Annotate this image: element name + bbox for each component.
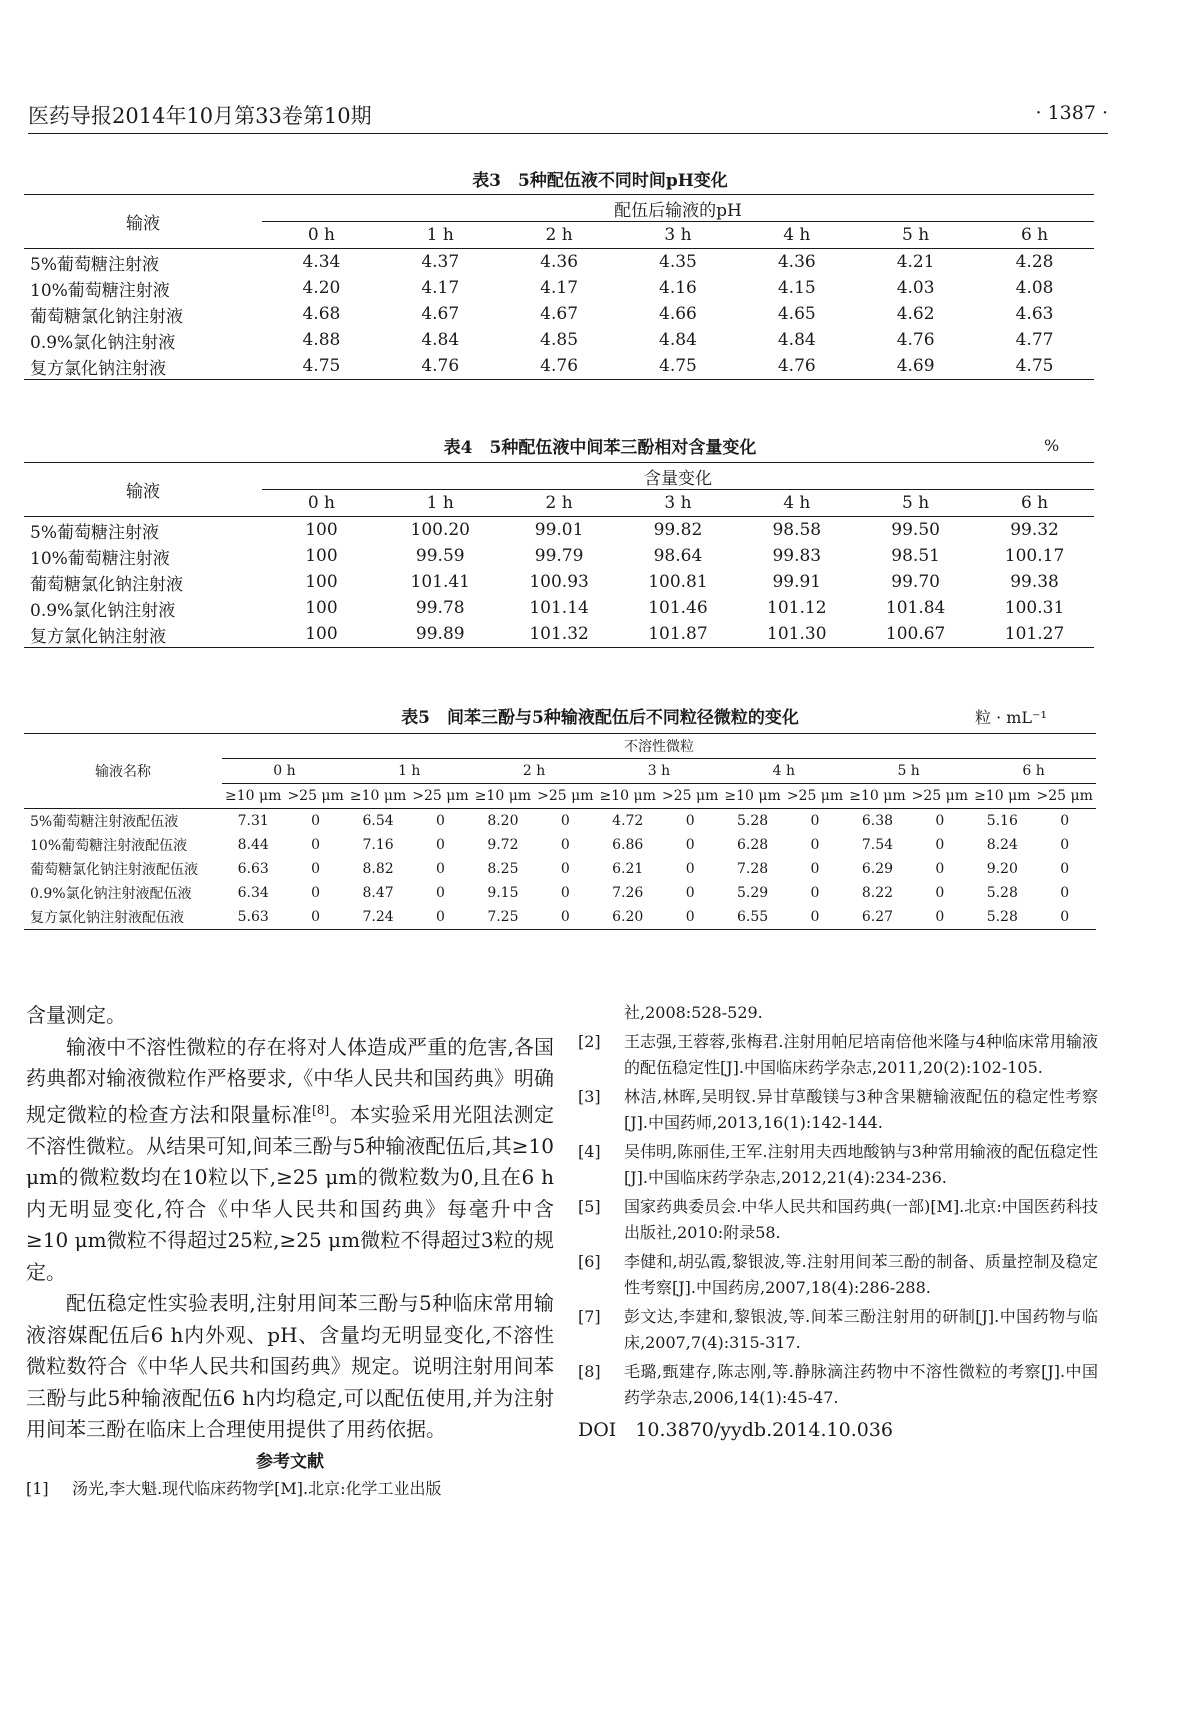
table5-time-header: 4 h — [721, 759, 846, 784]
table5-size-header: >25 μm — [409, 784, 471, 809]
table-cell: 0 — [560, 837, 570, 853]
table-cell: 0 — [784, 905, 846, 930]
table4-group-header: 含量变化 — [262, 463, 1094, 490]
table-cell: 4.28 — [1015, 252, 1054, 272]
reference-number: [7] — [578, 1307, 601, 1326]
row-label: 5%葡萄糖注射液配伍液 — [30, 814, 179, 830]
table-cell: 7.24 — [347, 905, 409, 930]
table-cell: 0 — [909, 905, 971, 930]
table-cell: 0 — [810, 861, 820, 877]
table-cell: 4.67 — [540, 304, 579, 324]
table-cell: 0 — [1060, 837, 1070, 853]
reference-number: [3] — [578, 1087, 601, 1106]
table-cell: 4.63 — [1015, 304, 1054, 324]
table-cell: 4.15 — [777, 278, 816, 298]
table-cell: 0 — [560, 885, 570, 901]
table-cell: 0 — [311, 861, 321, 877]
table5-size-header: ≥10 μm — [721, 784, 783, 809]
table-cell: 0 — [935, 837, 945, 853]
reference-number: [6] — [578, 1252, 601, 1271]
table-cell: 4.84 — [421, 330, 460, 350]
table-cell: 101.41 — [410, 572, 470, 592]
table-cell: 5.16 — [986, 813, 1018, 829]
references-right-column — [578, 1000, 1098, 1443]
body-paragraph-1 — [26, 1032, 554, 1289]
table-cell: 4.21 — [896, 252, 935, 272]
body-paragraph-2: 配伍稳定性实验表明,注射用间苯三酚与5种临床常用输液溶媒配伍后6 h内外观、pH、含量均无明显变化,不溶性微粒数符合《中华人民共和国药典》规定。说明注射用间苯三酚与此5种输液配伍6 h内均稳定,可以配伍使用,并为注射用间苯三酚在临床上合理使用提供了用药依据。 — [26, 1291, 554, 1442]
table-cell: 99.89 — [381, 621, 500, 648]
table-row — [24, 275, 1094, 301]
table3-col-header: 3 h — [619, 222, 738, 249]
table-cell: 98.51 — [891, 546, 940, 566]
table-row — [24, 569, 1094, 595]
table-cell: 0 — [935, 813, 945, 829]
table-cell: 6.20 — [597, 905, 659, 930]
table-cell: 0 — [560, 861, 570, 877]
table4-unit: % — [1044, 436, 1060, 455]
table-cell: 99.83 — [772, 546, 822, 566]
table-cell: 5.29 — [737, 885, 769, 901]
table-row — [24, 809, 1096, 834]
table-cell: 8.22 — [861, 885, 894, 901]
reference-text: 王志强,王蓉蓉,张梅君.注射用帕尼培南倍他米隆与4种临床常用输液的配伍稳定性[J].中国临床药学杂志,2011,20(2):102-105. — [624, 1032, 1098, 1077]
table-cell: 4.17 — [421, 278, 460, 298]
table4 — [24, 462, 1094, 648]
table-cell: 4.76 — [737, 353, 856, 380]
table5-time-header: 0 h — [222, 759, 347, 784]
table-cell: 101.27 — [975, 621, 1094, 648]
table-cell: 4.76 — [381, 353, 500, 380]
table-cell: 6.63 — [237, 861, 269, 877]
reference-3 — [578, 1084, 1098, 1136]
table-cell: 4.37 — [421, 252, 460, 272]
table3-col-header: 4 h — [737, 222, 856, 249]
table-cell: 4.34 — [302, 252, 341, 272]
table-cell: 6.55 — [721, 905, 783, 930]
table5-size-header: >25 μm — [284, 784, 346, 809]
table5-size-header: >25 μm — [784, 784, 846, 809]
table5-size-header: >25 μm — [534, 784, 596, 809]
table-cell: 0 — [935, 861, 945, 877]
table-cell: 8.47 — [362, 885, 394, 901]
reference-8 — [578, 1359, 1098, 1411]
table-row — [24, 881, 1096, 905]
table-cell: 100.81 — [648, 572, 708, 592]
table-cell: 99.79 — [534, 546, 584, 566]
table-cell: 8.24 — [986, 837, 1018, 853]
table-cell: 101.84 — [885, 598, 946, 618]
table-cell: 4.68 — [302, 304, 341, 324]
table-cell: 100.17 — [1004, 546, 1065, 566]
table-cell: 0 — [1060, 861, 1070, 877]
table5-size-header: >25 μm — [909, 784, 971, 809]
reference-4 — [578, 1139, 1098, 1191]
table-cell: 0 — [409, 905, 471, 930]
reference-2 — [578, 1029, 1098, 1081]
table-cell: 4.36 — [777, 252, 816, 272]
table5-unit: 粒 · mL⁻¹ — [975, 708, 1047, 727]
table-row — [24, 543, 1094, 569]
reference-text: 林洁,林晖,吴明钗.异甘草酸镁与3种含果糖输液配伍的稳定性考察[J].中国药师,2013,16(1):142-144. — [624, 1087, 1098, 1132]
table-cell: 8.25 — [487, 861, 519, 877]
table5-time-header: 6 h — [971, 759, 1096, 784]
row-label: 10%葡萄糖注射液配伍液 — [30, 838, 188, 854]
table-cell: 99.91 — [772, 572, 822, 592]
table-cell: 101.32 — [500, 621, 619, 648]
table-cell: 5.28 — [971, 905, 1033, 930]
row-label: 5%葡萄糖注射液 — [30, 522, 159, 543]
table-cell: 101.14 — [529, 598, 589, 618]
table5-size-header: >25 μm — [1033, 784, 1096, 809]
table-cell: 0 — [436, 861, 445, 877]
table-cell: 101.87 — [619, 621, 738, 648]
table3-col-header: 5 h — [856, 222, 975, 249]
table3-col-header: 0 h — [262, 222, 381, 249]
table-cell: 100 — [305, 598, 338, 618]
row-label: 葡萄糖氯化钠注射液 — [30, 306, 183, 327]
table-cell: 0 — [685, 837, 695, 853]
table-cell: 5.63 — [222, 905, 284, 930]
table-cell: 99.70 — [891, 572, 940, 592]
table-cell: 4.76 — [500, 353, 619, 380]
table-cell: 4.77 — [1015, 330, 1054, 350]
table-cell: 100 — [262, 621, 381, 648]
table-cell: 100.20 — [410, 520, 470, 540]
table-cell: 6.27 — [846, 905, 908, 930]
table3-group-header: 配伍后输液的pH — [262, 195, 1094, 222]
reference-1 — [26, 1476, 554, 1502]
row-label: 0.9%氯化钠注射液配伍液 — [30, 886, 192, 902]
table-cell: 0 — [560, 813, 570, 829]
reference-number: [8] — [578, 1362, 601, 1381]
table-cell: 4.75 — [975, 353, 1094, 380]
table-cell: 0 — [534, 905, 596, 930]
table-cell: 8.82 — [362, 861, 394, 877]
table-cell: 0 — [685, 861, 695, 877]
table-cell: 99.59 — [415, 546, 465, 566]
table-cell: 7.31 — [237, 813, 269, 829]
table-cell: 6.86 — [612, 837, 644, 853]
table-cell: 0 — [436, 885, 445, 901]
row-label: 复方氯化钠注射液配伍液 — [24, 905, 222, 930]
table-cell: 98.64 — [653, 546, 703, 566]
table-cell: 0 — [810, 885, 820, 901]
table-cell: 100 — [305, 546, 338, 566]
reference-1-continued — [578, 1000, 1098, 1026]
header-rule — [28, 133, 1108, 134]
table-cell: 4.69 — [856, 353, 975, 380]
table-cell: 4.20 — [302, 278, 341, 298]
row-label: 10%葡萄糖注射液 — [30, 548, 170, 569]
table-cell: 99.50 — [891, 520, 940, 540]
table-cell: 7.25 — [472, 905, 534, 930]
table-cell: 4.16 — [659, 278, 697, 298]
table-cell: 9.15 — [487, 885, 519, 901]
table-cell: 100.93 — [529, 572, 589, 592]
table5-time-header: 2 h — [472, 759, 597, 784]
table-cell: 0 — [1060, 885, 1070, 901]
table4-col-header: 5 h — [856, 490, 975, 517]
table5-size-header: ≥10 μm — [222, 784, 284, 809]
table-cell: 101.12 — [767, 598, 827, 618]
table5-size-header: ≥10 μm — [472, 784, 534, 809]
table-cell: 7.28 — [737, 861, 769, 877]
table4-col-header: 6 h — [975, 490, 1094, 517]
table5-size-header: >25 μm — [659, 784, 721, 809]
table-cell: 0 — [935, 885, 945, 901]
table5-size-header: ≥10 μm — [971, 784, 1033, 809]
table-cell: 99.01 — [534, 520, 584, 540]
table4-col-header: 0 h — [262, 490, 381, 517]
table-cell: 9.72 — [487, 837, 519, 853]
table3-col-header: 1 h — [381, 222, 500, 249]
table-cell: 9.20 — [986, 861, 1018, 877]
table-row — [24, 517, 1094, 544]
table-cell: 0 — [436, 837, 445, 853]
table5-size-header: ≥10 μm — [597, 784, 659, 809]
body-paragraph-0: 含量测定。 — [26, 1003, 126, 1027]
reference-5 — [578, 1194, 1098, 1246]
table-cell: 0 — [810, 813, 820, 829]
running-header — [28, 94, 1108, 134]
table-cell: 0 — [685, 813, 695, 829]
table-cell: 6.54 — [362, 813, 394, 829]
table-cell: 100.67 — [856, 621, 975, 648]
table-cell: 4.17 — [540, 278, 579, 298]
table4-col-header: 3 h — [619, 490, 738, 517]
table5-size-header: ≥10 μm — [347, 784, 409, 809]
row-label: 0.9%氯化钠注射液 — [30, 332, 176, 353]
table4-col-header: 2 h — [500, 490, 619, 517]
doi: DOI 10.3870/yydb.2014.10.036 — [578, 1419, 893, 1441]
table-cell: 8.44 — [237, 837, 269, 853]
table-cell: 4.75 — [619, 353, 738, 380]
table3-row-header: 输液 — [24, 195, 262, 249]
journal-issue: 医药导报2014年10月第33卷第10期 — [28, 104, 372, 128]
row-label: 葡萄糖氯化钠注射液 — [30, 574, 183, 595]
table4-col-header: 4 h — [737, 490, 856, 517]
reference-1-text-rest: 社,2008:528-529. — [624, 1003, 763, 1022]
table5-time-header: 5 h — [846, 759, 971, 784]
reference-text: 吴伟明,陈丽佳,王军.注射用夫西地酸钠与3种常用输液的配伍稳定性[J].中国临床药学杂志,2012,21(4):234-236. — [624, 1142, 1098, 1187]
table5-time-header: 1 h — [347, 759, 472, 784]
table-cell: 6.29 — [861, 861, 894, 877]
table-cell: 0 — [311, 837, 321, 853]
table-cell: 4.84 — [659, 330, 697, 350]
body-paragraph-1-text-b: 。本实验采用光阻法测定不溶性微粒。从结果可知,间苯三酚与5种输液配伍后,其≥10 μm的微粒数均在10粒以下,≥25 μm的微粒数为0,且在6 h内无明显变化,符合《中华人民共和国药典》每毫升中含≥10 μm微粒不得超过25粒,≥25 μm微粒不得超过3粒的规定。 — [26, 1102, 555, 1284]
reference-1-number: [1] — [26, 1478, 49, 1498]
table-cell: 4.62 — [896, 304, 935, 324]
table-cell: 6.21 — [612, 861, 644, 877]
table4-row-header: 输液 — [24, 463, 262, 517]
table-cell: 0 — [685, 885, 695, 901]
row-label: 5%葡萄糖注射液 — [30, 254, 159, 275]
table3-col-header: 6 h — [975, 222, 1094, 249]
table-cell: 4.36 — [540, 252, 579, 272]
reference-6 — [578, 1249, 1098, 1301]
table-cell: 99.38 — [1010, 572, 1059, 592]
table-cell: 6.38 — [861, 813, 894, 829]
table4-caption: 表4 5种配伍液中间苯三酚相对含量变化 — [443, 438, 757, 458]
table5 — [24, 733, 1096, 930]
table-cell: 0 — [311, 813, 321, 829]
table-row — [24, 301, 1094, 327]
table-row — [24, 249, 1094, 276]
table5-time-header: 3 h — [597, 759, 722, 784]
table-cell: 4.85 — [540, 330, 579, 350]
table-cell: 99.32 — [1010, 520, 1059, 540]
table-cell: 7.54 — [861, 837, 894, 853]
table-row — [24, 905, 1096, 930]
table5-row-header: 输液名称 — [24, 734, 222, 809]
row-label: 10%葡萄糖注射液 — [30, 280, 170, 301]
table-row — [24, 857, 1096, 881]
table-cell: 0 — [311, 885, 321, 901]
table5-group-header: 不溶性微粒 — [222, 734, 1096, 759]
table-cell: 98.58 — [772, 520, 822, 540]
table-cell: 4.88 — [302, 330, 341, 350]
reference-text: 毛璐,甄建存,陈志刚,等.静脉滴注药物中不溶性微粒的考察[J].中国药学杂志,2006,14(1):45-47. — [624, 1362, 1098, 1407]
table-cell: 7.16 — [362, 837, 394, 853]
table-row — [24, 621, 1094, 648]
reference-text: 彭文达,李建和,黎银波,等.间苯三酚注射用的研制[J].中国药物与临床,2007,7(4):315-317. — [624, 1307, 1098, 1352]
table-cell: 7.26 — [612, 885, 644, 901]
table-cell: 100 — [305, 520, 338, 540]
table-cell: 4.84 — [777, 330, 816, 350]
row-label: 葡萄糖氯化钠注射液配伍液 — [30, 862, 198, 878]
citation-8: [8] — [312, 1102, 330, 1117]
table-cell: 99.78 — [415, 598, 465, 618]
table-cell: 4.75 — [262, 353, 381, 380]
reference-7 — [578, 1304, 1098, 1356]
table-cell: 6.28 — [737, 837, 769, 853]
table5-size-header: ≥10 μm — [846, 784, 908, 809]
reference-1-indent — [578, 1000, 624, 1026]
table-cell: 99.82 — [653, 520, 703, 540]
page-number: · 1387 · — [1035, 102, 1108, 124]
reference-number: [5] — [578, 1197, 601, 1216]
reference-number: [4] — [578, 1142, 601, 1161]
table-cell: 4.65 — [777, 304, 816, 324]
table-cell: 8.20 — [487, 813, 519, 829]
row-label: 复方氯化钠注射液 — [24, 353, 262, 380]
reference-text: 李健和,胡弘霞,黎银波,等.注射用间苯三酚的制备、质量控制及稳定性考察[J].中国药房,2007,18(4):286-288. — [624, 1252, 1098, 1297]
table5-caption: 表5 间苯三酚与5种输液配伍后不同粒径微粒的变化 — [401, 708, 799, 728]
table-cell: 4.67 — [421, 304, 460, 324]
table3-col-header: 2 h — [500, 222, 619, 249]
table-cell: 4.03 — [896, 278, 935, 298]
table-row — [24, 353, 1094, 380]
table-cell: 101.46 — [648, 598, 708, 618]
row-label: 0.9%氯化钠注射液 — [30, 600, 176, 621]
table-row — [24, 833, 1096, 857]
body-paragraph-1-text-a: 输液中不溶性微粒的存在将对人体造成严重的危害,各国药典都对输液微粒作严格要求,《中华人民共和国药典》明确规定微粒的检查方法和限量标准 — [26, 1034, 554, 1127]
table3-caption: 表3 5种配伍液不同时间pH变化 — [472, 171, 728, 191]
table-cell: 0 — [284, 905, 346, 930]
body-left-column — [26, 1000, 554, 1502]
table-cell: 5.28 — [986, 885, 1018, 901]
row-label: 复方氯化钠注射液 — [24, 621, 262, 648]
table-cell: 4.76 — [896, 330, 935, 350]
reference-1-text-first: 汤光,李大魁.现代临床药物学[M].北京:化学工业出版 — [72, 1478, 442, 1498]
table-cell: 0 — [1033, 905, 1096, 930]
table-cell: 0 — [1060, 813, 1070, 829]
reference-number: [2] — [578, 1032, 601, 1051]
table-row — [24, 595, 1094, 621]
table-cell: 4.66 — [659, 304, 697, 324]
table-cell: 4.35 — [659, 252, 697, 272]
table-cell: 4.08 — [1015, 278, 1054, 298]
references-title: 参考文献 — [256, 1451, 324, 1472]
table-cell: 4.72 — [612, 813, 644, 829]
table-cell: 6.34 — [237, 885, 269, 901]
table3 — [24, 194, 1094, 380]
table-cell: 0 — [810, 837, 820, 853]
table4-col-header: 1 h — [381, 490, 500, 517]
table-cell: 100 — [305, 572, 338, 592]
table-cell: 0 — [659, 905, 721, 930]
table-cell: 0 — [436, 813, 445, 829]
table-row — [24, 327, 1094, 353]
table-cell: 5.28 — [737, 813, 769, 829]
table-cell: 101.30 — [737, 621, 856, 648]
table-cell: 100.31 — [1004, 598, 1065, 618]
reference-text: 国家药典委员会.中华人民共和国药典(一部)[M].北京:中国医药科技出版社,2010:附录58. — [624, 1197, 1098, 1242]
